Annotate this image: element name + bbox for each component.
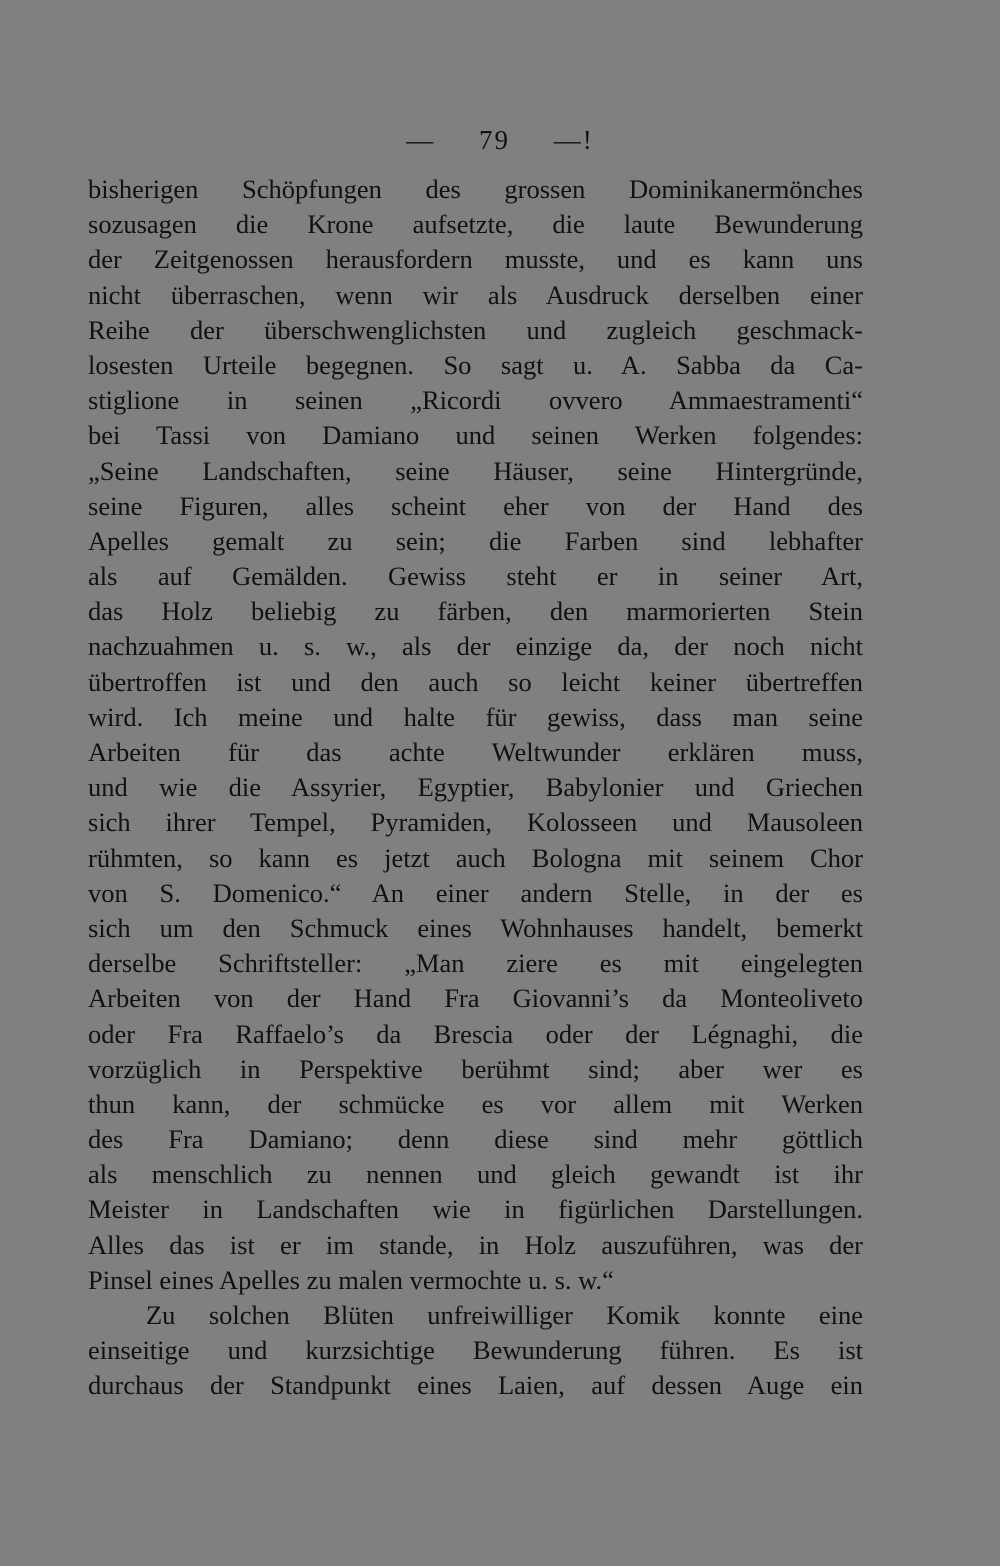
text-line: der Zeitgenossen herausfordern musste, und es kann uns	[88, 244, 863, 275]
text-line: bisherigen Schöpfungen des grossen Dominikanermönches	[88, 174, 863, 204]
text-line: sozusagen die Krone aufsetzte, die laute Bewunderung	[88, 209, 863, 240]
body-text	[88, 172, 863, 1404]
text-line: Zu solchen Blüten unfreiwilliger Komik konnte eine	[146, 1300, 863, 1330]
text-line: nicht überraschen, wenn wir als Ausdruck derselben einer	[88, 279, 863, 310]
text-line: stiglione in seinen „Ricordi ovvero Ammaestramenti“	[88, 385, 863, 416]
text-line: Arbeiten für das achte Weltwunder erklären muss,	[88, 737, 863, 767]
text-line: als auf Gemälden. Gewiss steht er in seiner Art,	[88, 561, 863, 592]
text-line: des Fra Damiano; denn diese sind mehr göttlich	[88, 1124, 863, 1155]
text-line: und wie die Assyrier, Egyptier, Babylonier und Griechen	[88, 772, 863, 803]
text-line: oder Fra Raffaelo’s da Brescia oder der Légnaghi, die	[88, 1018, 863, 1049]
page-number: 79	[479, 125, 510, 155]
text-line: einseitige und kurzsichtige Bewunderung führen. Es ist	[88, 1335, 863, 1366]
text-line: sich ihrer Tempel, Pyramiden, Kolosseen und Mausoleen	[88, 807, 863, 838]
text-line: Arbeiten von der Hand Fra Giovanni’s da Monteoliveto	[88, 983, 863, 1014]
text-line: losesten Urteile begegnen. So sagt u. A. Sabba da Ca-	[88, 349, 863, 380]
text-line: das Holz beliebig zu färben, den marmorierten Stein	[88, 596, 863, 627]
running-header	[0, 125, 1000, 156]
text-line: wird. Ich meine und halte für gewiss, dass man seine	[88, 701, 863, 732]
text-line: seine Figuren, alles scheint eher von der Hand des	[88, 490, 863, 521]
header-right-dash: —!	[553, 125, 594, 155]
text-line: sich um den Schmuck eines Wohnhauses handelt, bemerkt	[88, 912, 863, 943]
text-line: Alles das ist er im stande, in Holz auszuführen, was der	[88, 1229, 863, 1260]
text-line: Pinsel eines Apelles zu malen vermochte u. s. w.“	[88, 1264, 614, 1295]
text-line: thun kann, der schmücke es vor allem mit Werken	[88, 1088, 863, 1119]
text-line: durchaus der Standpunkt eines Laien, auf dessen Auge ein	[88, 1370, 863, 1401]
text-line: Apelles gemalt zu sein; die Farben sind lebhafter	[88, 525, 863, 556]
text-line: bei Tassi von Damiano und seinen Werken folgendes:	[88, 420, 863, 451]
header-left-dash: —	[406, 125, 436, 155]
text-line: rühmten, so kann es jetzt auch Bologna mit seinem Chor	[88, 842, 863, 873]
text-line: Meister in Landschaften wie in figürlichen Darstellungen.	[88, 1194, 863, 1225]
text-line: Reihe der überschwenglichsten und zugleich geschmack-	[88, 314, 863, 345]
text-line: von S. Domenico.“ An einer andern Stelle, in der es	[88, 877, 863, 908]
text-line: als menschlich zu nennen und gleich gewandt ist ihr	[88, 1159, 863, 1190]
text-line: übertroffen ist und den auch so leicht keiner übertreffen	[88, 666, 863, 697]
text-line: „Seine Landschaften, seine Häuser, seine Hintergründe,	[88, 455, 863, 486]
text-line: derselbe Schriftsteller: „Man ziere es mit eingelegten	[88, 948, 863, 979]
text-line: nachzuahmen u. s. w., als der einzige da, der noch nicht	[88, 631, 863, 662]
text-line: vorzüglich in Perspektive berühmt sind; aber wer es	[88, 1053, 863, 1084]
